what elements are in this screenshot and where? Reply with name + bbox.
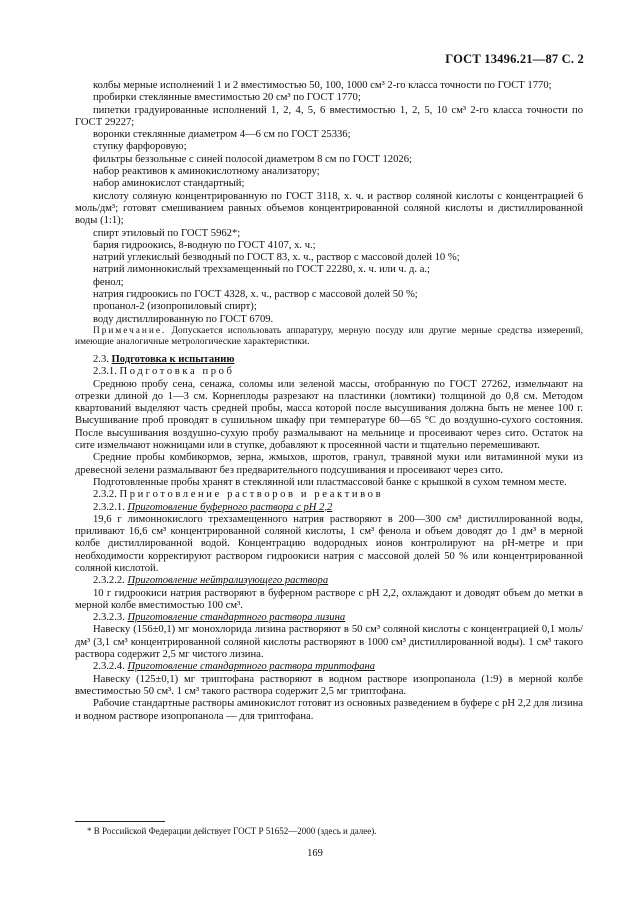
equipment-item: воду дистиллированную по ГОСТ 6709. <box>93 313 274 325</box>
note <box>75 326 583 349</box>
subsection-number: 2.3.2. <box>93 489 117 501</box>
equipment-item: пипетки градуированные исполнений 1, 2, 4, 5, 6 вместимостью 1, 2, 5, 10 см³ 2-го класса точности по ГОСТ 29227; <box>75 104 583 128</box>
body-paragraph: Средние пробы комбикормов, зерна, жмыхов, шротов, гранул, травяной муки или витаминной муки из древесной зелени размалывают без предварительного подсушивания и просеивают через сито. <box>75 452 583 476</box>
body-paragraph: Подготовленные пробы хранят в стеклянной или пластмассовой банке с крышкой в сухом темном месте. <box>93 476 567 488</box>
equipment-item: спирт этиловый по ГОСТ 5962*; <box>93 227 241 239</box>
subsection-title: Подготовка проб <box>119 366 235 378</box>
equipment-item: воронки стеклянные диаметром 4—6 см по ГОСТ 25336; <box>93 129 351 141</box>
note-label: Примечание. <box>93 325 167 336</box>
equipment-item: пробирки стеклянные вместимостью 20 см³ по ГОСТ 1770; <box>93 92 361 104</box>
body-paragraph: 19,6 г лимоннокислого трехзамещенного натрия растворяют в 200—300 см³ дистиллированной воды, приливают 16,6 см³ концентрированной соляной кислоты, 1 см³ фенола и объем доводят до 1 дм³ в мерной колбе дистиллированной водой. Концентрацию водородных ионов контролируют на рН-метре и при необходимости корректируют раствором гидроокиси натрия с массовой долей 50 % или концентрированной соляной кислотой. <box>75 513 583 574</box>
clause-heading <box>75 575 583 587</box>
equipment-item: бария гидроокись, 8-водную по ГОСТ 4107, х. ч.; <box>93 239 316 251</box>
page-header: ГОСТ 13496.21—87 С. 2 <box>445 52 584 66</box>
clause-number: 2.3.2.2. <box>93 575 125 587</box>
equipment-item: пропанол-2 (изопропиловый спирт); <box>93 301 257 313</box>
footnote-divider <box>75 821 165 822</box>
subsection-heading <box>75 489 583 501</box>
clause-number: 2.3.2.4. <box>93 661 125 673</box>
equipment-item: кислоту соляную концентрированную по ГОСТ 3118, х. ч. и раствор соляной кислоты с концентрацией 6 моль/дм³; готовят смешиванием равных объемов концентрированной соляной кислоты и дистиллированной воды (1:1); <box>75 190 583 227</box>
clause-title: Приготовление стандартного раствора лизина <box>127 612 346 624</box>
equipment-item: набор реактивов к аминокислотному анализатору; <box>93 166 320 178</box>
clause-title: Приготовление стандартного раствора триптофана <box>127 661 376 673</box>
equipment-item: ступку фарфоровую; <box>93 141 187 153</box>
body-paragraph: Навеску (125±0,1) мг триптофана растворяют в водном растворе изопропанола (1:9) в мерной колбе вместимостью 50 см³. 1 см³ такого раствора содержит 2,5 мг триптофана. <box>75 673 583 697</box>
subsection-heading <box>75 366 583 378</box>
subsection-number: 2.3.1. <box>93 366 117 378</box>
clause-heading <box>75 502 583 514</box>
clause-number: 2.3.2.1. <box>93 501 125 513</box>
equipment-item: натрий лимоннокислый трехзамещенный по ГОСТ 22280, х. ч. или ч. д. а.; <box>93 264 430 276</box>
subsection-title: Приготовление растворов и реактивов <box>119 489 384 501</box>
body-paragraph: Рабочие стандартные растворы аминокислот готовят из основных разведением в буфере с рН 2,2 для лизина и водном растворе изопропанола — для триптофана. <box>75 698 583 722</box>
clause-title: Приготовление нейтрализующего раствора <box>127 575 329 587</box>
equipment-item: натрий углекислый безводный по ГОСТ 83, х. ч., раствор с массовой долей 10 %; <box>93 252 460 264</box>
body-paragraph: 10 г гидроокиси натрия растворяют в буферном растворе с рН 2,2, охлаждают и доводят объем до метки в мерной колбе вместимостью 100 см³. <box>75 587 583 611</box>
page-number: 169 <box>307 848 323 859</box>
clause-heading <box>75 661 583 673</box>
equipment-item: набор аминокислот стандартный; <box>93 178 245 190</box>
body-paragraph: Навеску (156±0,1) мг монохлорида лизина растворяют в 50 см³ соляной кислоты с концентрацией 0,1 моль/дм³ (3,1 см³ концентрированной соляной кислоты растворяют в 1000 см³ дистиллированной воды). 1 см³ такого раствора содержит 2,5 мг чистого лизина. <box>75 624 583 661</box>
note-text: Допускается использовать аппаратуру, мерную посуду или другие мерные средства измерений, имеющие аналогичные метрологические характеристики. <box>75 325 583 348</box>
equipment-item: фильтры беззольные с синей полосой диаметром 8 см по ГОСТ 12026; <box>93 153 412 165</box>
document-body <box>75 80 583 723</box>
equipment-item: колбы мерные исполнений 1 и 2 вместимостью 50, 100, 1000 см³ 2-го класса точности по ГОСТ 1770; <box>93 80 552 91</box>
footnote: * В Российской Федерации действует ГОСТ Р 51652—2000 (здесь и далее). <box>87 826 377 836</box>
clause-title: Приготовление буферного раствора с рН 2,2 <box>127 501 333 513</box>
clause-number: 2.3.2.3. <box>93 612 125 624</box>
section-title: Подготовка к испытанию <box>111 353 235 365</box>
equipment-item: фенол; <box>93 276 124 288</box>
equipment-item: натрия гидроокись по ГОСТ 4328, х. ч., раствор с массовой долей 50 %; <box>93 289 418 301</box>
section-number: 2.3. <box>93 353 109 365</box>
section-heading <box>75 354 583 366</box>
body-paragraph: Среднюю пробу сена, сенажа, соломы или зеленой массы, отобранную по ГОСТ 27262, измельчают на отрезки длиной до 1—3 см. Корнеплоды разрезают на пластинки (ломтики) толщиной до 0,8 см. Методом квартований выделяют часть средней пробы, масса которой после высушивания должна быть не менее 100 г. Высушивание проб проводят в сушильном шкафу при температуре 60—65 °С до воздушно-сухого состояния. После высушивания воздушно-сухую пробу размалывают на мельнице и просеивают через сито. Остаток на сите измельчают ножницами или в ступке, добавляют к просеянной части и тщательно перемешивают. <box>75 378 583 452</box>
clause-heading <box>75 612 583 624</box>
